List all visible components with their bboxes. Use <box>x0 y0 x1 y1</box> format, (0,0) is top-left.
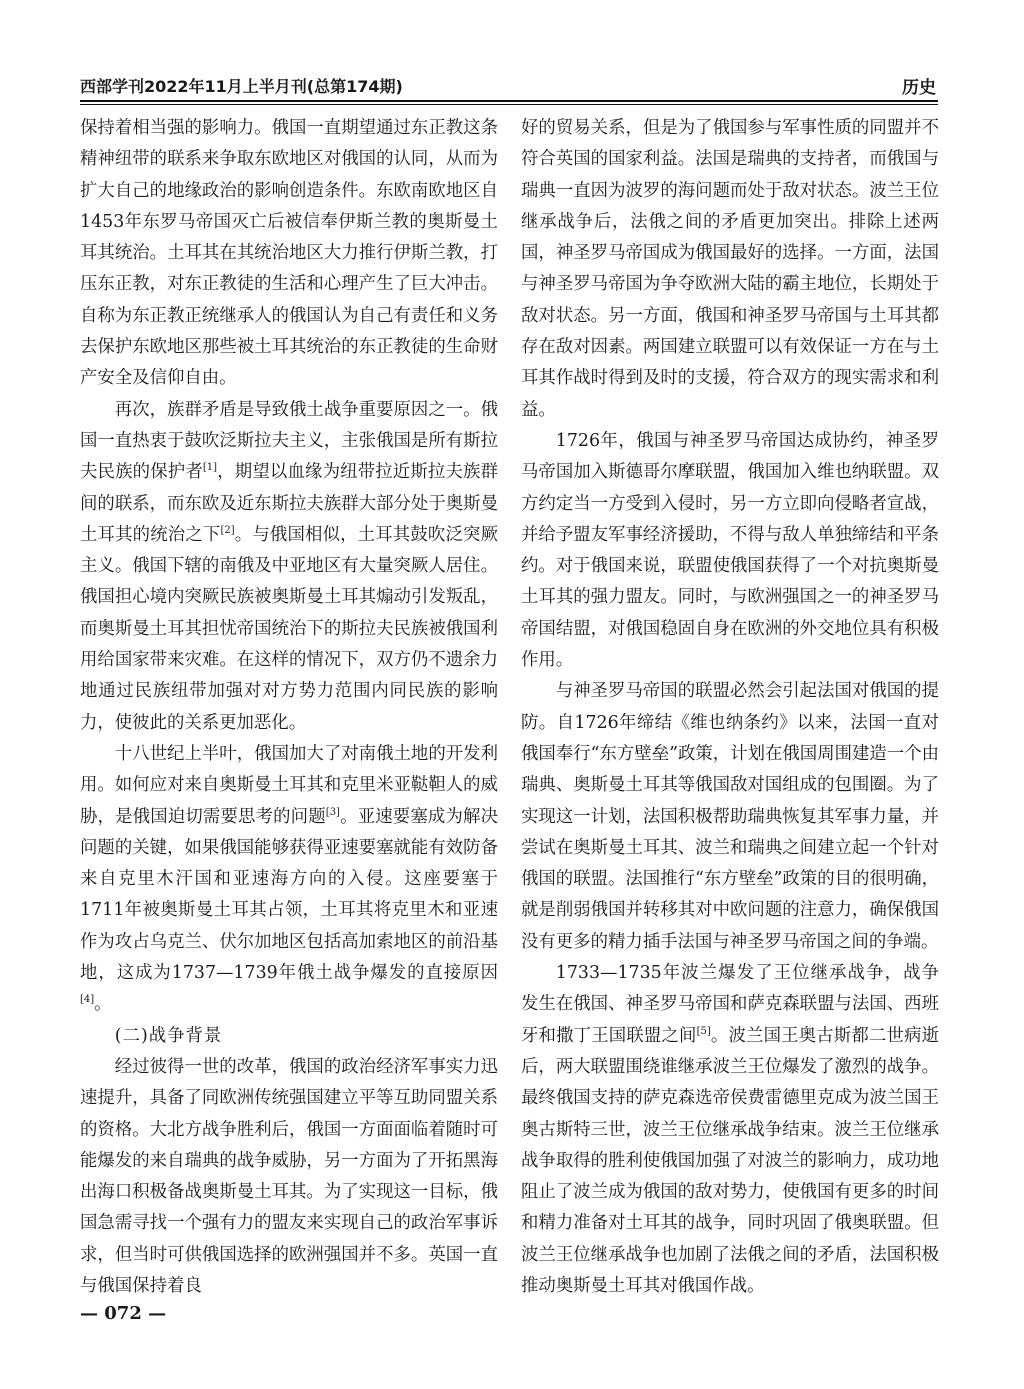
paragraph-text: 。 <box>94 994 112 1015</box>
paragraph: 好的贸易关系，但是为了俄国参与军事性质的同盟并不符合英国的国家利益。法国是瑞典的支持者，而俄国与瑞典一直因为波罗的海问题而处于敌对状态。波兰王位继承战争后，法俄之间的矛盾更加突出。排除上述两国，神圣罗马帝国成为俄国最好的选择。一方面，法国与神圣罗马帝国为争夺欧洲大陆的霸主地位，长期处于敌对状态。另一方面，俄国和神圣罗马帝国与土耳其都存在敌对因素。两国建立联盟可以有效保证一方在与土耳其作战时得到及时的支援，符合双方的现实需求和利益。 <box>521 118 939 420</box>
paragraph-text: 1733—1735年波兰爆发了王位继承战争，战争发生在俄国、神圣罗马帝国和萨克森联盟与法国、西班牙和撒丁王国联盟之间 <box>521 963 939 1046</box>
paragraph: 经过彼得一世的改革，俄国的政治经济军事实力迅速提升，具备了同欧洲传统强国建立平等互助同盟关系的资格。大北方战争胜利后，俄国一方面面临着随时可能爆发的来自瑞典的战争威胁，另一方面为了开拓黑海出海口积极备战奥斯曼土耳其。为了实现这一目标，俄国急需寻找一个强有力的盟友来实现自己的政治军事诉求，但当时可供俄国选择的欧洲强国并不多。英国一直与俄国保持着良 <box>80 1056 498 1296</box>
journal-title: 西部学刊2022年11月上半月刊(总第174期) <box>80 77 403 96</box>
running-header <box>80 68 938 102</box>
paragraph-text: ，期望以血缘为纽带拉近斯拉夫族群间的联系，而东欧及近东斯拉夫族群大部分处于奥斯曼土耳其的统治之下 <box>80 462 498 545</box>
paragraph <box>80 395 498 739</box>
paragraph <box>80 739 498 1021</box>
paragraph-text: 。波兰国王奥古斯都二世病逝后，两大联盟围绕谁继承波兰王位爆发了激烈的战争。最终俄国支持的萨克森选帝侯费雷德里克成为波兰国王奥古斯特三世，波兰王位继承战争结束。波兰王位继承战争取得的胜利使俄国加强了对波兰的影响力，成功地阻止了波兰成为俄国的敌对势力，使俄国有更多的时间和精力准备对土耳其的战争，同时巩固了俄奥联盟。但波兰王位继承战争也加剧了法俄之间的矛盾，法国积极推动奥斯曼土耳其对俄国作战。 <box>521 1025 939 1296</box>
right-column <box>521 113 939 1302</box>
paragraph: 与神圣罗马帝国的联盟必然会引起法国对俄国的提防。自1726年缔结《维也纳条约》以来，法国一直对俄国奉行“东方壁垒”政策，计划在俄国周围建造一个由瑞典、奥斯曼土耳其等俄国敌对国组成的包围圈。为了实现这一计划，法国积极帮助瑞典恢复其军事力量，并尝试在奥斯曼土耳其、波兰和瑞典之间建立起一个针对俄国的联盟。法国推行“东方壁垒”政策的目的很明确，就是削弱俄国并转移其对中欧问题的注意力，确保俄国没有更多的精力插手法国与神圣罗马帝国之间的争端。 <box>521 681 939 952</box>
citation-ref: [1] <box>202 462 218 474</box>
paragraph-text: 。亚速要塞成为解决问题的关键，如果俄国能够获得亚速要塞就能有效防备来自克里木汗国和亚速海方向的入侵。这座要塞于1711年被奥斯曼土耳其占领，土耳其将克里木和亚速作为攻占乌克兰、伏尔加地区包括高加索地区的前沿基地，这成为1737—1739年俄土战争爆发的直接原因 <box>80 806 498 984</box>
paragraph-text: 。与俄国相似，土耳其鼓吹泛突厥主义。俄国下辖的南俄及中亚地区有大量突厥人居住。俄国担心境内突厥民族被奥斯曼土耳其煽动引发叛乱，而奥斯曼土耳其担忧帝国统治下的斯拉夫民族被俄国利用给国家带来灾难。在这样的情况下，双方仍不遗余力地通过民族纽带加强对对方势力范围内同民族的影响力，使彼此的关系更加恶化。 <box>80 524 498 733</box>
paragraph <box>521 958 939 1302</box>
paragraph: 保持着相当强的影响力。俄国一直期望通过东正教这条精神纽带的联系来争取东欧地区对俄国的认同，从而为扩大自己的地缘政治的影响创造条件。东欧南欧地区自1453年东罗马帝国灭亡后被信奉伊斯兰教的奥斯曼土耳其统治。土耳其在其统治地区大力推行伊斯兰教，打压东正教，对东正教徒的生活和心理产生了巨大冲击。自称为东正教正统继承人的俄国认为自己有责任和义务去保护东欧地区那些被土耳其统治的东正教徒的生命财产安全及信仰自由。 <box>80 118 498 389</box>
citation-ref: [3] <box>325 806 340 818</box>
left-column <box>80 113 498 1302</box>
section-label: 历史 <box>902 78 936 98</box>
paragraph-text: 十八世纪上半叶，俄国加大了对南俄土地的开发利用。如何应对来自奥斯曼土耳其和克里米亚鞑靼人的威胁，是俄国迫切需要思考的问题 <box>80 743 498 827</box>
citation-ref: [4] <box>80 994 95 1006</box>
page-number: — 072 — <box>80 1303 167 1324</box>
citation-ref: [2] <box>220 525 235 537</box>
paragraph: 1726年，俄国与神圣罗马帝国达成协约，神圣罗马帝国加入斯德哥尔摩联盟，俄国加入维也纳联盟。双方约定当一方受到入侵时，另一方立即向侵略者宣战，并给予盟友军事经济援助，不得与敌人单独缔结和平条约。对于俄国来说，联盟使俄国获得了一个对抗奥斯曼土耳其的强力盟友。同时，与欧洲强国之一的神圣罗马帝国结盟，对俄国稳固自身在欧洲的外交地位具有积极作用。 <box>521 430 939 671</box>
citation-ref: [5] <box>696 1025 711 1037</box>
paragraph-text: 再次，族群矛盾是导致俄土战争重要原因之一。俄国一直热衷于鼓吹泛斯拉夫主义，主张俄国是所有斯拉夫民族的保护者 <box>80 399 498 483</box>
section-subheading: (二)战争背景 <box>114 1025 223 1046</box>
